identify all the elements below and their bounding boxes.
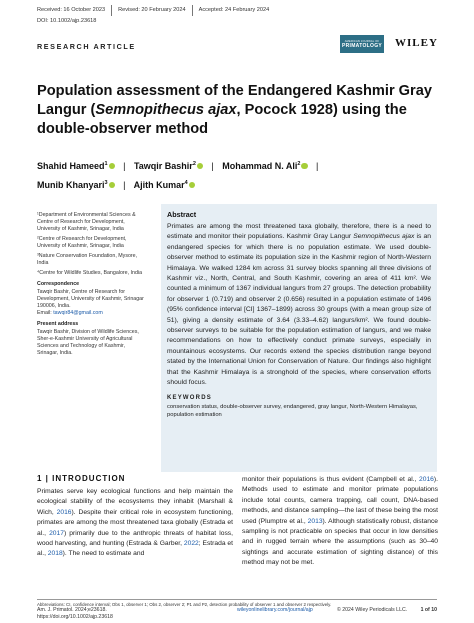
affiliation: ³Nature Conservation Foundation, Mysore, India: [37, 253, 138, 266]
email-label: Email:: [37, 310, 54, 316]
affiliation: ¹Department of Environmental Sciences & Centre of Research for Development, University of Kashmir, Srinagar, India: [37, 212, 136, 232]
author-name[interactable]: Shahid Hameed: [37, 161, 105, 171]
abstract-species: Semnopithecus ajax: [353, 233, 415, 241]
author-affiliation-sup: 2: [297, 161, 301, 167]
citation-year-link[interactable]: 2016: [419, 476, 434, 483]
intro-text-segment: ). Despite their critical role in ecosystem functioning, primates are among the most threatened taxa globally (Estrada et al.,: [37, 508, 234, 537]
intro-text-segment: Primates serve key ecological functions and help maintain the ecological stability of the ecosystems they inhabit (Marshall & Wich,: [37, 488, 233, 516]
journal-logo-line1: AMERICAN JOURNAL OF: [344, 39, 380, 43]
keywords-text: conservation status, double-observer survey, endangered, gray langur, North-Western Himalayas, population estimation: [167, 403, 418, 418]
abstract-box: [161, 204, 437, 472]
intro-text-segment: ). Methods used to estimate and monitor primate populations include total counts, camera trapping, call count, DNA-based methods, and distance sampling—the last of these being the most used (Plumptre et al.,: [242, 476, 438, 525]
email-link[interactable]: tawqir84@gmail.com: [53, 310, 103, 316]
correspondence-address: Tawqir Bashir, Centre of Research for Development, University of Kashmir, Srinagar 190006, India.: [37, 289, 144, 309]
title-part2: , Pocock 1928) using the double-observer method: [37, 102, 407, 137]
title-part1: Population assessment of the Endangered Kashmir Gray Langur (: [37, 83, 432, 118]
author-affiliation-sup: 2: [192, 161, 196, 167]
orcid-icon[interactable]: [189, 182, 196, 189]
received-date: Received: 16 October 2023: [37, 5, 112, 16]
author-separator: |: [123, 161, 126, 171]
citation-year-link[interactable]: 2018: [47, 550, 63, 558]
orcid-icon[interactable]: [301, 163, 308, 170]
orcid-icon[interactable]: [109, 182, 116, 189]
author-affiliation-sup: 3: [104, 180, 108, 186]
author-list: [37, 156, 437, 194]
title-species: Semnopithecus ajax: [95, 102, 237, 118]
intro-text-segment: ) primarily due to the anthropic threats of habitat loss, wood harvesting, and hunting (Estrada & Garber,: [37, 529, 234, 548]
article-doi: DOI: 10.1002/ajp.23618: [37, 18, 97, 24]
revised-date: Revised: 20 February 2024: [112, 5, 192, 16]
citation-year-link[interactable]: 2013: [307, 517, 323, 525]
present-address-heading: Present address: [37, 321, 79, 327]
keywords-heading: KEYWORDS: [167, 394, 212, 401]
accepted-date: Accepted: 24 February 2024: [198, 7, 270, 13]
footer-website-link[interactable]: wileyonlinelibrary.com/journal/ajp: [237, 607, 313, 613]
footer-journal: Am. J. Primatol. 2024;e23618.: [37, 607, 107, 613]
intro-column-1: [37, 487, 233, 560]
orcid-icon[interactable]: [109, 163, 116, 170]
abstract-heading: Abstract: [167, 210, 197, 219]
correspondence-text: [37, 289, 145, 317]
author-separator: |: [211, 161, 214, 171]
orcid-icon[interactable]: [197, 163, 204, 170]
abbreviations-footnote: Abbreviations: CI, confidence interval; Obs 1, observer 1; Obs 2, observer 2; P1 and P2, detection probability of observer 1 and observer 2 respectively.: [37, 599, 437, 607]
intro-text-segment: ). The need to estimate and: [62, 550, 145, 558]
article-title: [37, 82, 447, 139]
affiliation: ²Centre of Research for Development, University of Kashmir, Srinagar, India: [37, 236, 127, 249]
article-type-label: RESEARCH ARTICLE: [37, 42, 136, 51]
page-number-text: 1 of 10: [420, 607, 437, 613]
intro-text-segment: ; Estrada et al.,: [37, 540, 233, 558]
citation-year-link[interactable]: 2016: [56, 508, 72, 516]
journal-logo[interactable]: [340, 35, 384, 53]
author-name[interactable]: Ajith Kumar: [133, 180, 185, 190]
present-address-text: Tawqir Bashir, Division of Wildlife Sciences, Sher-e-Kashmir University of Agricultural Sciences and Technology of Kashmir, Srinagar, India.: [37, 329, 139, 356]
abstract-text: [167, 222, 431, 389]
citation-year-link[interactable]: 2022: [183, 540, 199, 548]
intro-column-2: [242, 475, 438, 569]
author-separator: |: [123, 180, 126, 190]
author-separator: |: [315, 161, 319, 171]
abstract-text-a: Primates are among the most threatened taxa globally, therefore, there is a need to estimate and monitor their populations. Kashmir Gray Langur: [167, 223, 431, 241]
correspondence-heading: Correspondence: [37, 281, 80, 287]
intro-text-segment: monitor their populations is thus evident (Campbell et al.,: [242, 476, 420, 483]
footer-copyright: © 2024 Wiley Periodicals LLC.: [337, 607, 408, 613]
author-name[interactable]: Mohammad N. Ali: [222, 161, 298, 171]
journal-logo-line2: PRIMATOLOGY: [341, 42, 383, 49]
introduction-heading: 1 | INTRODUCTION: [37, 474, 126, 483]
author-affiliation-sup: 1: [104, 161, 108, 167]
author-affiliation-sup: 4: [184, 180, 188, 186]
publisher-logo[interactable]: WILEY: [395, 37, 438, 49]
author-info-column: [37, 212, 145, 360]
affiliation: ⁴Centre for Wildlife Studies, Bangalore, India: [37, 270, 143, 276]
page-number: [421, 607, 437, 614]
intro-text-segment: ). Although statistically robust, distance sampling is not practicable on species that occur in low densities and in rugged terrain where the assumptions (such as 30–40 sightings and accurate estimation of sighting distance) of this method may not be met.: [242, 517, 439, 567]
publication-dates-bar: [37, 5, 437, 16]
abstract-text-b: is an endangered species for which there is no population estimate. We used double-observer method to estimate its population size in the Kashmir region of North-Western Himalaya. We walked 1284 km across 31 survey blocks spanning all three divisions of Kashmir viz., North, Central, and South Kashmir, covering an area of 411 km². We counted a minimum of 1367 individual langurs from 27 groups. The detection probability for observer 1 (0.719) and observer 2 (0.656) resulted in a population estimate of 1496 (95% confidence interval [CI] 1367–1899) across 30 groups (with a mean group size of 51), giving a density estimate of 3.64 (3.33–4.62) langurs/km². We found double-observer surveys to be suitable for the population estimation of langurs, and we make recommendations on how to effectively conduct primate surveys, especially in mountainous ecosystems. Our records extend the species distribution range beyond stated by the International Union for Conservation of Nature. Our findings also highlight that the Kashmir Himalaya is a stronghold of the species, where conservation efforts should focus.: [167, 233, 431, 387]
footer-citation: [37, 607, 113, 620]
footer-doi-link[interactable]: https://doi.org/10.1002/ajp.23618: [37, 613, 113, 620]
author-name[interactable]: Munib Khanyari: [37, 180, 105, 190]
author-name[interactable]: Tawqir Bashir: [133, 161, 193, 171]
citation-year-link[interactable]: 2017: [49, 529, 64, 537]
